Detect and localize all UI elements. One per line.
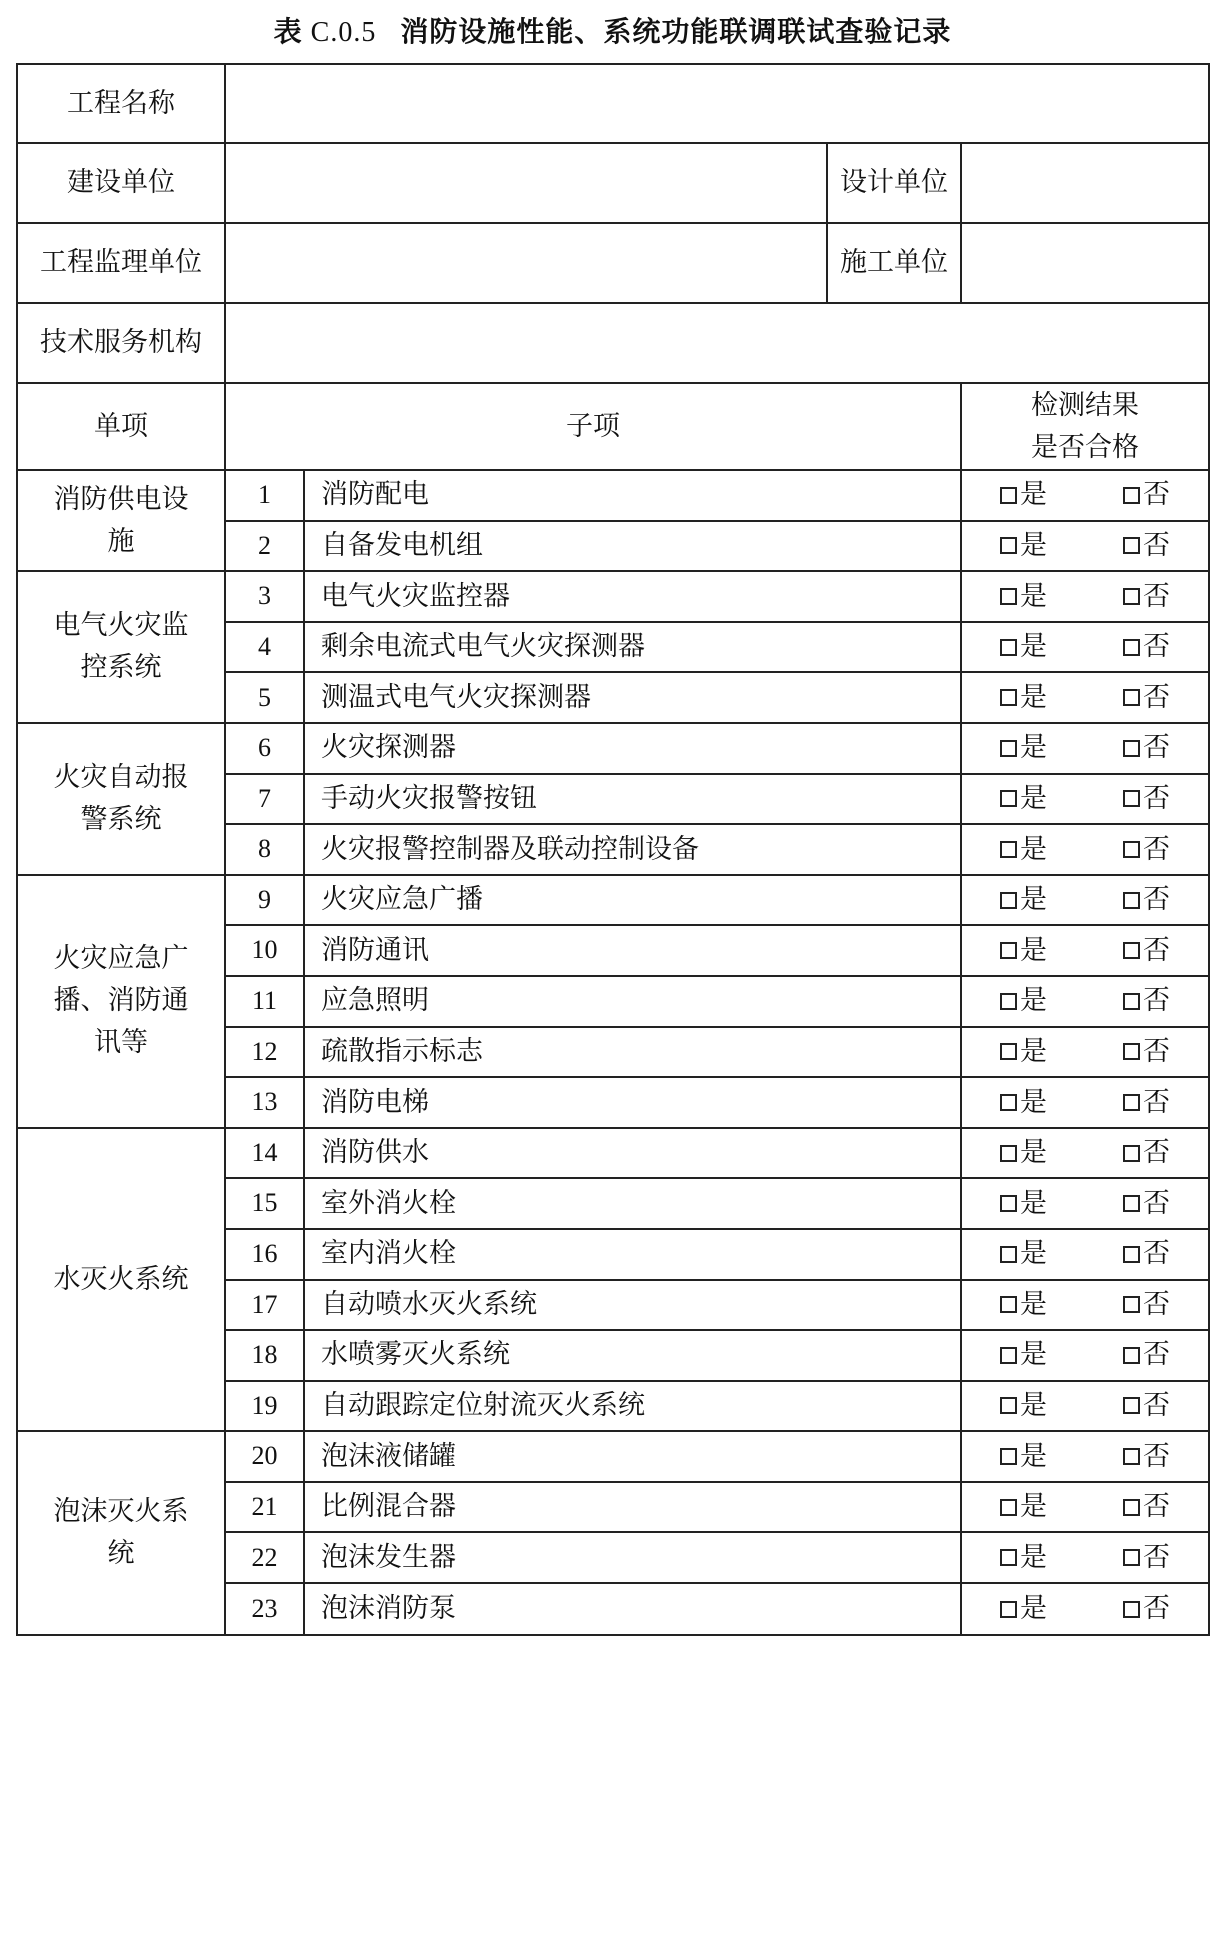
- checkbox-icon[interactable]: [1000, 537, 1017, 554]
- result-choice: [962, 778, 1208, 820]
- header-result-line1: 检测结果: [1031, 389, 1140, 421]
- subitem-name: 水喷雾灭火系统: [304, 1330, 961, 1381]
- yes-option[interactable]: [1000, 980, 1047, 1022]
- no-option-label: 否: [1143, 1339, 1171, 1371]
- result-cell: [961, 1128, 1209, 1179]
- group-name: 火灾应急广播、消防通讯等: [17, 875, 225, 1128]
- title-prefix: 表: [273, 15, 303, 48]
- checkbox-icon[interactable]: [1123, 1195, 1140, 1212]
- subitem-name: 电气火灾监控器: [304, 571, 961, 622]
- subitem-name: 火灾报警控制器及联动控制设备: [304, 824, 961, 875]
- row-number: 7: [225, 774, 304, 825]
- yes-option-label: 是: [1020, 681, 1047, 713]
- group-name: 消防供电设施: [17, 470, 225, 571]
- table-row: [17, 1431, 1209, 1482]
- no-option[interactable]: [1123, 474, 1170, 516]
- no-option-label: 否: [1143, 1035, 1171, 1067]
- no-option[interactable]: [1123, 1334, 1170, 1376]
- row-number: 4: [225, 622, 304, 673]
- subitem-name: 自动跟踪定位射流灭火系统: [304, 1381, 961, 1432]
- checkbox-icon[interactable]: [1123, 1145, 1140, 1162]
- result-cell: [961, 774, 1209, 825]
- checkbox-icon[interactable]: [1000, 1094, 1017, 1111]
- result-cell: [961, 1077, 1209, 1128]
- result-choice: [962, 474, 1208, 516]
- table-row: [17, 571, 1209, 622]
- result-choice: [962, 525, 1208, 567]
- subitem-name: 消防配电: [304, 470, 961, 521]
- yes-option[interactable]: [1000, 727, 1047, 769]
- header-result: [961, 383, 1209, 470]
- yes-option-label: 是: [1020, 985, 1047, 1017]
- result-choice: [962, 1385, 1208, 1427]
- result-cell: [961, 976, 1209, 1027]
- yes-option[interactable]: [1000, 1486, 1047, 1528]
- no-option[interactable]: [1123, 1537, 1170, 1579]
- subitem-name: 疏散指示标志: [304, 1027, 961, 1078]
- checkbox-icon[interactable]: [1000, 1145, 1017, 1162]
- row-number: 21: [225, 1482, 304, 1533]
- checkbox-icon[interactable]: [1000, 1347, 1017, 1364]
- checkbox-icon[interactable]: [1000, 790, 1017, 807]
- subitem-name: 应急照明: [304, 976, 961, 1027]
- yes-option-label: 是: [1020, 1339, 1047, 1371]
- yes-option-label: 是: [1020, 732, 1047, 764]
- yes-option[interactable]: [1000, 1385, 1047, 1427]
- row-number: 18: [225, 1330, 304, 1381]
- no-option-label: 否: [1143, 782, 1171, 814]
- yes-option-label: 是: [1020, 833, 1047, 865]
- yes-option-label: 是: [1020, 1035, 1047, 1067]
- checkbox-icon[interactable]: [1123, 588, 1140, 605]
- no-option[interactable]: [1123, 1082, 1170, 1124]
- row-number: 5: [225, 672, 304, 723]
- checkbox-icon[interactable]: [1123, 1246, 1140, 1263]
- table-row: [17, 470, 1209, 521]
- checkbox-icon[interactable]: [1000, 892, 1017, 909]
- yes-option-label: 是: [1020, 1491, 1047, 1523]
- no-option-label: 否: [1143, 1086, 1171, 1118]
- no-option-label: 否: [1143, 479, 1171, 511]
- yes-option[interactable]: [1000, 778, 1047, 820]
- yes-option-label: 是: [1020, 580, 1047, 612]
- title-text: 消防设施性能、系统功能联调联试查验记录: [400, 15, 952, 48]
- subitem-name: 泡沫消防泵: [304, 1583, 961, 1635]
- yes-option-label: 是: [1020, 1238, 1047, 1270]
- yes-option-label: 是: [1020, 1440, 1047, 1472]
- no-option[interactable]: [1123, 626, 1170, 668]
- subitem-name: 室内消火栓: [304, 1229, 961, 1280]
- yes-option[interactable]: [1000, 1031, 1047, 1073]
- group-name: 水灭火系统: [17, 1128, 225, 1432]
- table-row: [17, 723, 1209, 774]
- page-title: [0, 10, 1225, 50]
- result-cell: [961, 1280, 1209, 1331]
- no-option[interactable]: [1123, 1031, 1170, 1073]
- yes-option[interactable]: [1000, 474, 1047, 516]
- no-option-label: 否: [1143, 1288, 1171, 1320]
- checkbox-icon[interactable]: [1123, 1448, 1140, 1465]
- checkbox-icon[interactable]: [1123, 487, 1140, 504]
- result-choice: [962, 1334, 1208, 1376]
- result-choice: [962, 1183, 1208, 1225]
- yes-option-label: 是: [1020, 1390, 1047, 1422]
- yes-option-label: 是: [1020, 1137, 1047, 1169]
- table-row: [17, 875, 1209, 926]
- result-cell: [961, 521, 1209, 572]
- supervision-unit-label: 工程监理单位: [17, 223, 225, 303]
- row-number: 22: [225, 1532, 304, 1583]
- subitem-name: 自动喷水灭火系统: [304, 1280, 961, 1331]
- project-name-field[interactable]: [225, 64, 1209, 143]
- builder-unit-label: 施工单位: [827, 223, 961, 303]
- subitem-name: 火灾探测器: [304, 723, 961, 774]
- row-number: 15: [225, 1178, 304, 1229]
- row-number: 20: [225, 1431, 304, 1482]
- no-option[interactable]: [1123, 1385, 1170, 1427]
- yes-option[interactable]: [1000, 1436, 1047, 1478]
- checkbox-icon[interactable]: [1000, 1296, 1017, 1313]
- supervision-unit-field[interactable]: [225, 223, 827, 303]
- yes-option[interactable]: [1000, 677, 1047, 719]
- result-cell: [961, 622, 1209, 673]
- checkbox-icon[interactable]: [1123, 892, 1140, 909]
- row-number: 1: [225, 470, 304, 521]
- subitem-name: 消防通讯: [304, 925, 961, 976]
- tech-service-field[interactable]: [225, 303, 1209, 383]
- yes-option-label: 是: [1020, 782, 1047, 814]
- result-cell: [961, 1178, 1209, 1229]
- row-number: 16: [225, 1229, 304, 1280]
- result-choice: [962, 1486, 1208, 1528]
- row-number: 8: [225, 824, 304, 875]
- row-number: 13: [225, 1077, 304, 1128]
- checkbox-icon[interactable]: [1000, 1246, 1017, 1263]
- no-option-label: 否: [1143, 985, 1171, 1017]
- yes-option-label: 是: [1020, 1086, 1047, 1118]
- project-name-row: [17, 64, 1209, 143]
- no-option-label: 否: [1143, 884, 1171, 916]
- result-cell: [961, 875, 1209, 926]
- yes-option-label: 是: [1020, 884, 1047, 916]
- no-option-label: 否: [1143, 1593, 1171, 1625]
- checkbox-icon[interactable]: [1000, 841, 1017, 858]
- checkbox-icon[interactable]: [1123, 1347, 1140, 1364]
- subitem-name: 泡沫发生器: [304, 1532, 961, 1583]
- row-number: 12: [225, 1027, 304, 1078]
- subitem-name: 消防供水: [304, 1128, 961, 1179]
- result-cell: [961, 1431, 1209, 1482]
- checkbox-icon[interactable]: [1000, 588, 1017, 605]
- subitem-name: 手动火灾报警按钮: [304, 774, 961, 825]
- project-name-label: 工程名称: [17, 64, 225, 143]
- checkbox-icon[interactable]: [1123, 942, 1140, 959]
- result-choice: [962, 576, 1208, 618]
- yes-option[interactable]: [1000, 576, 1047, 618]
- checkbox-icon[interactable]: [1123, 1094, 1140, 1111]
- no-option[interactable]: [1123, 1486, 1170, 1528]
- no-option[interactable]: [1123, 1132, 1170, 1174]
- result-cell: [961, 1229, 1209, 1280]
- no-option[interactable]: [1123, 1588, 1170, 1630]
- no-option-label: 否: [1143, 529, 1171, 561]
- result-choice: [962, 829, 1208, 871]
- design-unit-label: 设计单位: [827, 143, 961, 223]
- no-option[interactable]: [1123, 1233, 1170, 1275]
- result-cell: [961, 1027, 1209, 1078]
- yes-option[interactable]: [1000, 1537, 1047, 1579]
- yes-option-label: 是: [1020, 529, 1047, 561]
- checkbox-icon[interactable]: [1000, 1448, 1017, 1465]
- result-cell: [961, 723, 1209, 774]
- no-option-label: 否: [1143, 1238, 1171, 1270]
- checkbox-icon[interactable]: [1123, 790, 1140, 807]
- no-option[interactable]: [1123, 1436, 1170, 1478]
- row-number: 9: [225, 875, 304, 926]
- row-number: 3: [225, 571, 304, 622]
- no-option-label: 否: [1143, 681, 1171, 713]
- yes-option-label: 是: [1020, 1288, 1047, 1320]
- result-cell: [961, 1583, 1209, 1635]
- yes-option[interactable]: [1000, 1132, 1047, 1174]
- yes-option[interactable]: [1000, 1588, 1047, 1630]
- checkbox-icon[interactable]: [1000, 487, 1017, 504]
- result-choice: [962, 727, 1208, 769]
- result-choice: [962, 980, 1208, 1022]
- result-choice: [962, 1233, 1208, 1275]
- no-option-label: 否: [1143, 1541, 1171, 1573]
- result-choice: [962, 1082, 1208, 1124]
- no-option-label: 否: [1143, 580, 1171, 612]
- yes-option[interactable]: [1000, 1233, 1047, 1275]
- row-number: 17: [225, 1280, 304, 1331]
- result-cell: [961, 470, 1209, 521]
- no-option[interactable]: [1123, 1183, 1170, 1225]
- no-option-label: 否: [1143, 934, 1171, 966]
- table-row: [17, 1128, 1209, 1179]
- result-choice: [962, 1132, 1208, 1174]
- result-cell: [961, 1482, 1209, 1533]
- result-cell: [961, 1381, 1209, 1432]
- result-cell: [961, 571, 1209, 622]
- no-option[interactable]: [1123, 576, 1170, 618]
- checkbox-icon[interactable]: [1000, 1397, 1017, 1414]
- group-name: 火灾自动报警系统: [17, 723, 225, 875]
- row-number: 11: [225, 976, 304, 1027]
- no-option-label: 否: [1143, 1390, 1171, 1422]
- no-option[interactable]: [1123, 727, 1170, 769]
- inspection-record-table: [16, 63, 1210, 1636]
- yes-option[interactable]: [1000, 525, 1047, 567]
- title-number: C.0.5: [310, 17, 377, 48]
- yes-option-label: 是: [1020, 934, 1047, 966]
- result-choice: [962, 677, 1208, 719]
- design-unit-field[interactable]: [961, 143, 1209, 223]
- result-choice: [962, 1537, 1208, 1579]
- checkbox-icon[interactable]: [1000, 993, 1017, 1010]
- subitem-name: 自备发电机组: [304, 521, 961, 572]
- header-result-line2: 是否合格: [1031, 431, 1140, 463]
- checkbox-icon[interactable]: [1123, 537, 1140, 554]
- subitem-name: 泡沫液储罐: [304, 1431, 961, 1482]
- yes-option[interactable]: [1000, 1082, 1047, 1124]
- yes-option[interactable]: [1000, 1183, 1047, 1225]
- checkbox-icon[interactable]: [1123, 1499, 1140, 1516]
- no-option[interactable]: [1123, 778, 1170, 820]
- result-cell: [961, 925, 1209, 976]
- row-number: 23: [225, 1583, 304, 1635]
- checkbox-icon[interactable]: [1000, 689, 1017, 706]
- yes-option-label: 是: [1020, 479, 1047, 511]
- yes-option-label: 是: [1020, 631, 1047, 663]
- no-option[interactable]: [1123, 930, 1170, 972]
- checkbox-icon[interactable]: [1123, 1601, 1140, 1618]
- no-option-label: 否: [1143, 631, 1171, 663]
- checkbox-icon[interactable]: [1000, 1499, 1017, 1516]
- result-choice: [962, 1284, 1208, 1326]
- checkbox-icon[interactable]: [1123, 1043, 1140, 1060]
- unit-row-2: [17, 223, 1209, 303]
- no-option-label: 否: [1143, 833, 1171, 865]
- checkbox-icon[interactable]: [1123, 1296, 1140, 1313]
- no-option-label: 否: [1143, 1137, 1171, 1169]
- group-name: 泡沫灭火系统: [17, 1431, 225, 1635]
- no-option-label: 否: [1143, 1440, 1171, 1472]
- checkbox-icon[interactable]: [1123, 993, 1140, 1010]
- row-number: 6: [225, 723, 304, 774]
- yes-option[interactable]: [1000, 1284, 1047, 1326]
- no-option[interactable]: [1123, 677, 1170, 719]
- checkbox-icon[interactable]: [1123, 689, 1140, 706]
- header-row: [17, 383, 1209, 470]
- subitem-name: 火灾应急广播: [304, 875, 961, 926]
- yes-option-label: 是: [1020, 1187, 1047, 1219]
- tech-service-row: [17, 303, 1209, 383]
- builder-unit-field[interactable]: [961, 223, 1209, 303]
- result-cell: [961, 672, 1209, 723]
- construction-unit-field[interactable]: [225, 143, 827, 223]
- checkbox-icon[interactable]: [1000, 1043, 1017, 1060]
- group-name: 电气火灾监控系统: [17, 571, 225, 723]
- yes-option-label: 是: [1020, 1541, 1047, 1573]
- subitem-name: 消防电梯: [304, 1077, 961, 1128]
- result-choice: [962, 1436, 1208, 1478]
- no-option[interactable]: [1123, 980, 1170, 1022]
- no-option-label: 否: [1143, 1187, 1171, 1219]
- no-option[interactable]: [1123, 525, 1170, 567]
- yes-option[interactable]: [1000, 626, 1047, 668]
- row-number: 14: [225, 1128, 304, 1179]
- checkbox-icon[interactable]: [1123, 740, 1140, 757]
- row-number: 10: [225, 925, 304, 976]
- yes-option[interactable]: [1000, 1334, 1047, 1376]
- checkbox-icon[interactable]: [1123, 639, 1140, 656]
- result-choice: [962, 626, 1208, 668]
- subitem-name: 室外消火栓: [304, 1178, 961, 1229]
- checkbox-icon[interactable]: [1123, 1397, 1140, 1414]
- checkbox-icon[interactable]: [1000, 740, 1017, 757]
- result-cell: [961, 824, 1209, 875]
- tech-service-label: 技术服务机构: [17, 303, 225, 383]
- checkbox-icon[interactable]: [1000, 1195, 1017, 1212]
- result-choice: [962, 1031, 1208, 1073]
- yes-option[interactable]: [1000, 879, 1047, 921]
- subitem-name: 测温式电气火灾探测器: [304, 672, 961, 723]
- checkbox-icon[interactable]: [1123, 1549, 1140, 1566]
- checkbox-icon[interactable]: [1000, 1601, 1017, 1618]
- header-item: 单项: [17, 383, 225, 470]
- subitem-name: 剩余电流式电气火灾探测器: [304, 622, 961, 673]
- row-number: 2: [225, 521, 304, 572]
- no-option[interactable]: [1123, 829, 1170, 871]
- checkbox-icon[interactable]: [1000, 942, 1017, 959]
- construction-unit-label: 建设单位: [17, 143, 225, 223]
- subitem-name: 比例混合器: [304, 1482, 961, 1533]
- result-choice: [962, 879, 1208, 921]
- yes-option[interactable]: [1000, 930, 1047, 972]
- result-cell: [961, 1532, 1209, 1583]
- yes-option[interactable]: [1000, 829, 1047, 871]
- no-option[interactable]: [1123, 1284, 1170, 1326]
- checkbox-icon[interactable]: [1000, 1549, 1017, 1566]
- yes-option-label: 是: [1020, 1593, 1047, 1625]
- checkbox-icon[interactable]: [1000, 639, 1017, 656]
- no-option-label: 否: [1143, 732, 1171, 764]
- no-option-label: 否: [1143, 1491, 1171, 1523]
- result-choice: [962, 1588, 1208, 1630]
- row-number: 19: [225, 1381, 304, 1432]
- unit-row-1: [17, 143, 1209, 223]
- result-choice: [962, 930, 1208, 972]
- result-cell: [961, 1330, 1209, 1381]
- checkbox-icon[interactable]: [1123, 841, 1140, 858]
- header-subitem: 子项: [225, 383, 961, 470]
- no-option[interactable]: [1123, 879, 1170, 921]
